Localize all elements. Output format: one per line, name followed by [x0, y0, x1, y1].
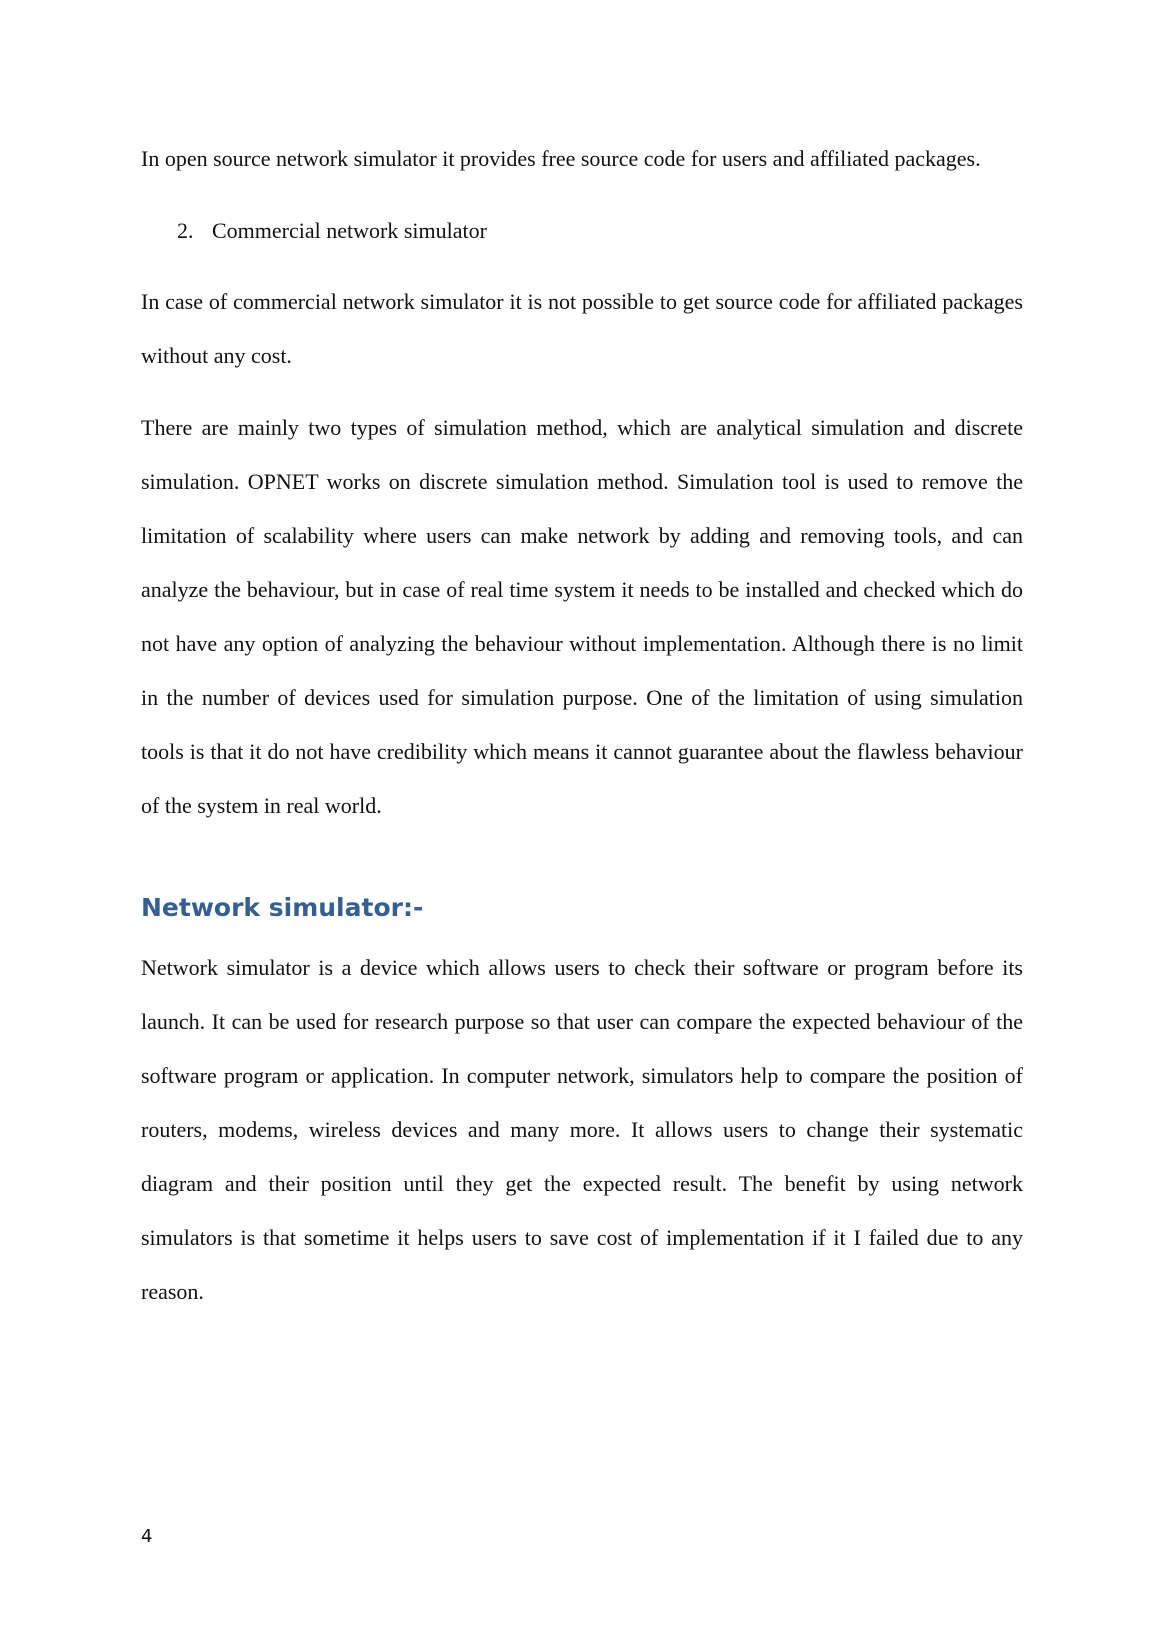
paragraph-network-simulator: Network simulator is a device which allows users to check their software or program before its launch. It can be used for research purpose so that user can compare the expected behaviour of the software program or application. In computer network, simulators help to compare the position of routers, modems, wireless devices and many more. It allows users to change their systematic diagram and their position until they get the expected result. The benefit by using network simulators is that sometime it helps users to save cost of implementation if it I failed due to any reason.	[141, 955, 1023, 1304]
page-number: 4	[141, 1526, 153, 1547]
page-content	[141, 132, 1023, 1337]
paragraph-simulation-types: There are mainly two types of simulation method, which are analytical simulation and discrete simulation. OPNET works on discrete simulation method. Simulation tool is used to remove the limitation of scalability where users can make network by adding and removing tools, and can analyze the behaviour, but in case of real time system it needs to be installed and checked which do not have any option of analyzing the behaviour without implementation. Although there is no limit in the number of devices used for simulation purpose. One of the limitation of using simulation tools is that it do not have credibility which means it cannot guarantee about the flawless behaviour of the system in real world.	[141, 415, 1023, 818]
section-heading-network-simulator: Network simulator:-	[141, 893, 424, 922]
list-item-label: Commercial network simulator	[212, 218, 487, 243]
list-item-commercial	[141, 204, 1023, 258]
paragraph-commercial: In case of commercial network simulator it is not possible to get source code for affiliated packages without any cost.	[141, 289, 1023, 368]
paragraph-open-source: In open source network simulator it provides free source code for users and affiliated packages.	[141, 146, 981, 171]
list-item-number: 2.	[177, 218, 194, 243]
